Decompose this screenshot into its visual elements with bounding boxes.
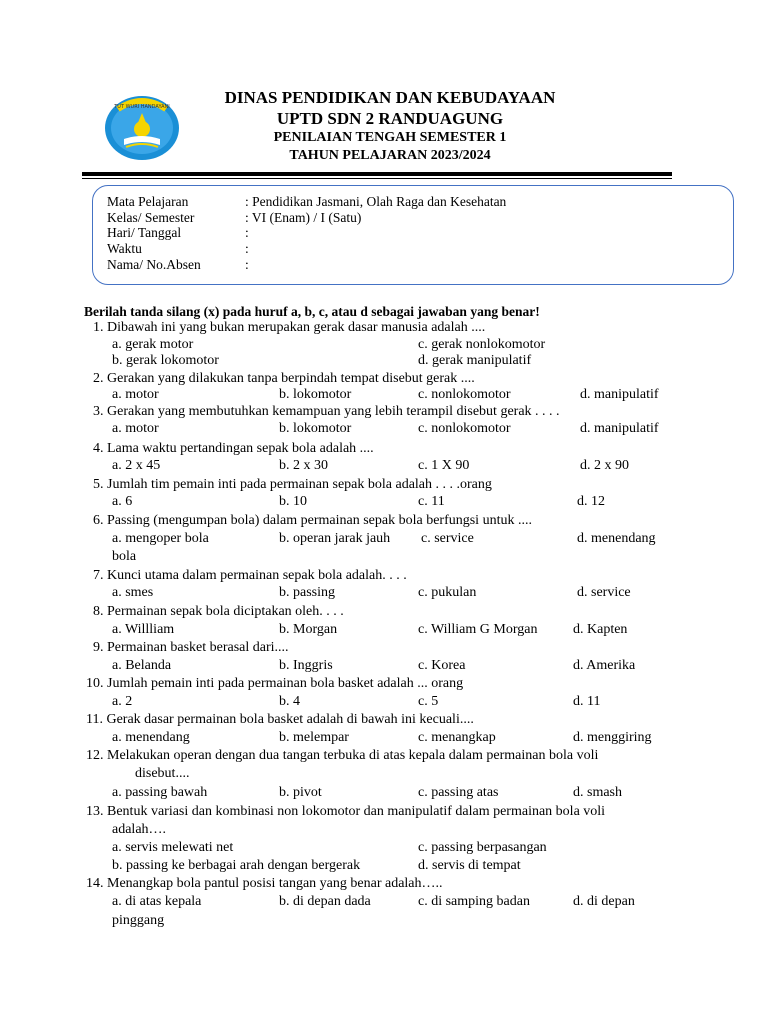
question-13: 13. Bentuk variasi dan kombinasi non lokomotor dan manipulatif dalam permainan bola voli [86, 804, 606, 819]
option-5a: a. 6 [112, 494, 133, 509]
option-2a: a. motor [112, 387, 159, 402]
option-2b: b. lokomotor [279, 387, 352, 402]
option-13a: a. servis melewati net [112, 840, 234, 855]
option-1b: b. gerak lokomotor [112, 353, 219, 368]
option-14d: d. di depan [573, 894, 635, 909]
option-5d: d. 12 [577, 494, 605, 509]
svg-text:TUT WURI HANDAYANI: TUT WURI HANDAYANI [114, 104, 170, 110]
option-6c: c. service [421, 531, 474, 546]
option-6a: a. mengoper bola [112, 531, 209, 546]
option-8d: d. Kapten [573, 622, 628, 637]
school-year: TAHUN PELAJARAN 2023/2024 [289, 148, 491, 163]
option-11a: a. menendang [112, 730, 190, 745]
option-5b: b. 10 [279, 494, 307, 509]
option-5c: c. 11 [418, 494, 445, 509]
option-12b: b. pivot [279, 785, 322, 800]
question-12-continued: disebut.... [135, 766, 190, 781]
option-10b: b. 4 [279, 694, 300, 709]
option-9b: b. Inggris [279, 658, 333, 673]
option-7c: c. pukulan [418, 585, 477, 600]
option-9c: c. Korea [418, 658, 466, 673]
question-8: 8. Permainan sepak bola diciptakan oleh. . . . [93, 604, 344, 619]
question-12: 12. Melakukan operan dengan dua tangan terbuka di atas kepala dalam permainan bola voli [86, 748, 599, 763]
question-5: 5. Jumlah tim pemain inti pada permainan sepak bola adalah . . . .orang [93, 477, 492, 492]
option-4c: c. 1 X 90 [418, 458, 470, 473]
option-9d: d. Amerika [573, 658, 636, 673]
option-13b: b. passing ke berbagai arah dengan bergerak [112, 858, 361, 873]
question-4: 4. Lama waktu pertandingan sepak bola adalah .... [93, 441, 374, 456]
option-8a: a. Willliam [112, 622, 175, 637]
option-1a: a. gerak motor [112, 337, 194, 352]
name-label: Nama/ No.Absen [107, 257, 201, 272]
option-14b: b. di depan dada [279, 894, 371, 909]
school-name: UPTD SDN 2 RANDUAGUNG [276, 109, 504, 128]
option-7a: a. smes [112, 585, 154, 600]
exam-title: PENILAIAN TENGAH SEMESTER 1 [273, 130, 507, 145]
option-3c: c. nonlokomotor [418, 421, 511, 436]
option-11d: d. menggiring [573, 730, 652, 745]
option-12a: a. passing bawah [112, 785, 208, 800]
time-label: Waktu [107, 241, 142, 256]
question-3: 3. Gerakan yang membutuhkan kemampuan yang lebih terampil disebut gerak . . . . [93, 404, 560, 419]
option-10c: c. 5 [418, 694, 439, 709]
option-2d: d. manipulatif [580, 387, 659, 402]
question-13-continued: adalah…. [112, 822, 167, 837]
option-14d-continued: pinggang [112, 913, 165, 928]
option-1c: c. gerak nonlokomotor [418, 337, 546, 352]
option-6d-continued: bola [112, 549, 137, 564]
subject-value: : Pendidikan Jasmani, Olah Raga dan Kesehatan [245, 194, 507, 209]
option-7d: d. service [577, 585, 631, 600]
question-2: 2. Gerakan yang dilakukan tanpa berpindah tempat disebut gerak .... [93, 371, 475, 386]
option-14c: c. di samping badan [418, 894, 530, 909]
option-10a: a. 2 [112, 694, 133, 709]
question-10: 10. Jumlah pemain inti pada permainan bola basket adalah ... orang [86, 676, 464, 691]
class-value: : VI (Enam) / I (Satu) [245, 210, 362, 225]
option-13d: d. servis di tempat [418, 858, 521, 873]
option-11c: c. menangkap [418, 730, 496, 745]
option-6d: d. menendang [577, 531, 656, 546]
name-value: : [245, 257, 249, 272]
time-value: : [245, 241, 249, 256]
option-4a: a. 2 x 45 [112, 458, 161, 473]
header-rule-thin [82, 178, 672, 179]
question-14: 14. Menangkap bola pantul posisi tangan yang benar adalah….. [86, 876, 443, 891]
day-label: Hari/ Tanggal [107, 225, 182, 240]
question-6: 6. Passing (mengumpan bola) dalam permainan sepak bola berfungsi untuk .... [93, 513, 532, 528]
agency-title: DINAS PENDIDIKAN DAN KEBUDAYAAN [224, 88, 556, 107]
option-12d: d. smash [573, 785, 622, 800]
option-10d: d. 11 [573, 694, 601, 709]
option-14a: a. di atas kepala [112, 894, 202, 909]
option-2c: c. nonlokomotor [418, 387, 511, 402]
option-7b: b. passing [279, 585, 335, 600]
option-3d: d. manipulatif [580, 421, 659, 436]
question-1: 1. Dibawah ini yang bukan merupakan gerak dasar manusia adalah .... [93, 320, 486, 335]
question-9: 9. Permainan basket berasal dari.... [93, 640, 289, 655]
option-11b: b. melempar [279, 730, 349, 745]
day-value: : [245, 225, 249, 240]
option-3b: b. lokomotor [279, 421, 352, 436]
subject-label: Mata Pelajaran [107, 194, 189, 209]
header-rule-thick [82, 172, 672, 176]
option-4d: d. 2 x 90 [580, 458, 629, 473]
option-4b: b. 2 x 30 [279, 458, 328, 473]
option-9a: a. Belanda [112, 658, 172, 673]
option-1d: d. gerak manipulatif [418, 353, 532, 368]
option-3a: a. motor [112, 421, 159, 436]
option-8b: b. Morgan [279, 622, 338, 637]
option-8c: c. William G Morgan [418, 622, 538, 637]
option-12c: c. passing atas [418, 785, 499, 800]
question-11: 11. Gerak dasar permainan bola basket adalah di bawah ini kecuali.... [86, 712, 474, 727]
option-6b: b. operan jarak jauh [279, 531, 391, 546]
instruction: Berilah tanda silang (x) pada huruf a, b, c, atau d sebagai jawaban yang benar! [84, 304, 540, 319]
class-label: Kelas/ Semester [107, 210, 195, 225]
option-13c: c. passing berpasangan [418, 840, 547, 855]
question-7: 7. Kunci utama dalam permainan sepak bola adalah. . . . [93, 568, 407, 583]
